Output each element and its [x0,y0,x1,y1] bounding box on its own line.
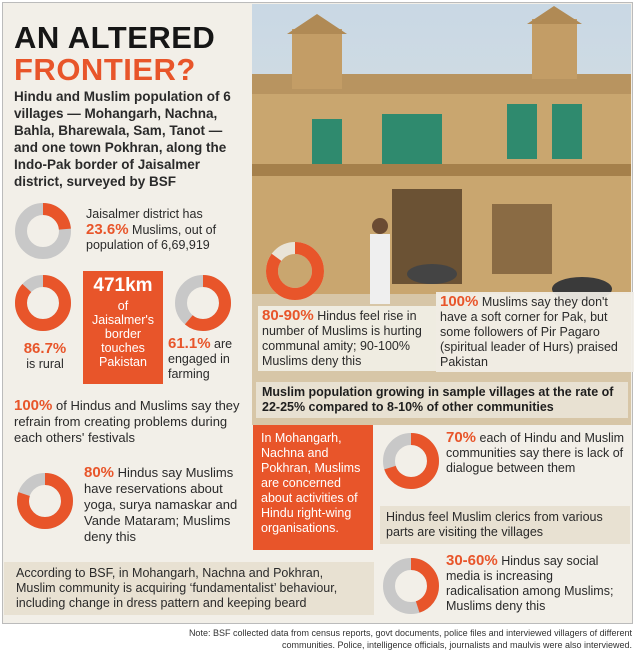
district-donut-chart [12,200,74,262]
amity-text: Hindus feel rise in number of Muslims is hurting communal amity; 90-100% Muslims deny this [262,309,422,368]
pakistan-stat [436,292,634,372]
social-donut-chart [380,555,442,617]
festivals-text: of Hindus and Muslims say they refrain from creating problems during each others' festivals [14,398,240,445]
district-stat [86,207,246,253]
clerics-text: Hindus feel Muslim clerics from various parts are visiting the villages [380,506,630,544]
rural-stat [12,340,78,372]
social-value: 30-60% [446,552,498,569]
dialogue-value: 70% [446,429,477,446]
yoga-donut-chart [14,470,76,532]
border-stat-box [83,271,163,384]
festivals-stat [14,398,246,446]
farming-text2: engaged in farming [168,352,230,381]
yoga-stat [84,465,246,545]
pakistan-value: 100% [440,293,479,310]
border-text: of Jaisalmer's border touches Pakistan [91,299,155,369]
rural-donut-chart [12,272,74,334]
rural-text: is rural [26,357,64,371]
dialogue-text: each of Hindu and Muslim communities say there is lack of dialogue between them [446,431,625,475]
amity-value: 80-90% [262,307,314,324]
farming-text1: are [214,337,233,351]
festivals-value: 100% [14,397,53,414]
dialogue-donut-chart [380,430,442,492]
rural-value: 86.7% [23,340,67,357]
footnote: Note: BSF collected data from census reports, govt documents, police files and interviewed villagers of different communities. Police, intelligence officials, journalists and maulvis were also interviewed. [188,628,632,650]
social-stat [446,553,626,614]
district-post: Muslims, out of population of 6,69,919 [86,223,217,252]
yoga-text: Hindus say Muslims have reservations about yoga, surya namaskar and Vande Mataram; Muslims deny this [84,465,238,544]
amity-stat [258,306,436,371]
intro-text: Hindu and Muslim population of 6 villages — Mohangarh, Nachna, Bahla, Bharewala, Sam, Tanot — and one town Pokhran, along the Indo-Pak border of Jaisalmer district, surveyed by BSF [14,89,231,189]
title-line2: FRONTIER? [14,52,196,87]
district-value: 23.6% [86,221,129,238]
rightwing-box [253,425,373,550]
farming-donut-chart [172,272,234,334]
pakistan-text: Muslims say they don't have a soft corner for Pak, but some followers of Pir Pagaro (spiritual leader of Hurs) praised Pakistan [440,295,618,369]
fundamentalist-text: According to BSF, in Mohangarh, Nachna and Pokhran, Muslim community is acquiring ‘fundamentalist’ behaviour, including change in dress pattern and keeping beard [4,562,374,615]
title-line1: AN ALTERED [14,20,216,55]
amity-donut-chart [262,238,328,304]
yoga-value: 80% [84,464,115,481]
farming-stat [168,336,248,382]
dialogue-stat [446,430,626,476]
growth-text: Muslim population growing in sample villages at the rate of 22-25% compared to 8-10% of other communities [256,382,628,418]
social-text: Hindus say social media is increasing radicalisation among Muslims; Muslims deny this [446,554,614,613]
district-pre: Jaisalmer district has [86,207,203,221]
rightwing-text: In Mohangarh, Nachna and Pokhran, Muslims are concerned about activities of Hindu right-wing organisations. [261,431,361,535]
farming-value: 61.1% [168,335,211,352]
border-value: 471km [93,275,153,296]
